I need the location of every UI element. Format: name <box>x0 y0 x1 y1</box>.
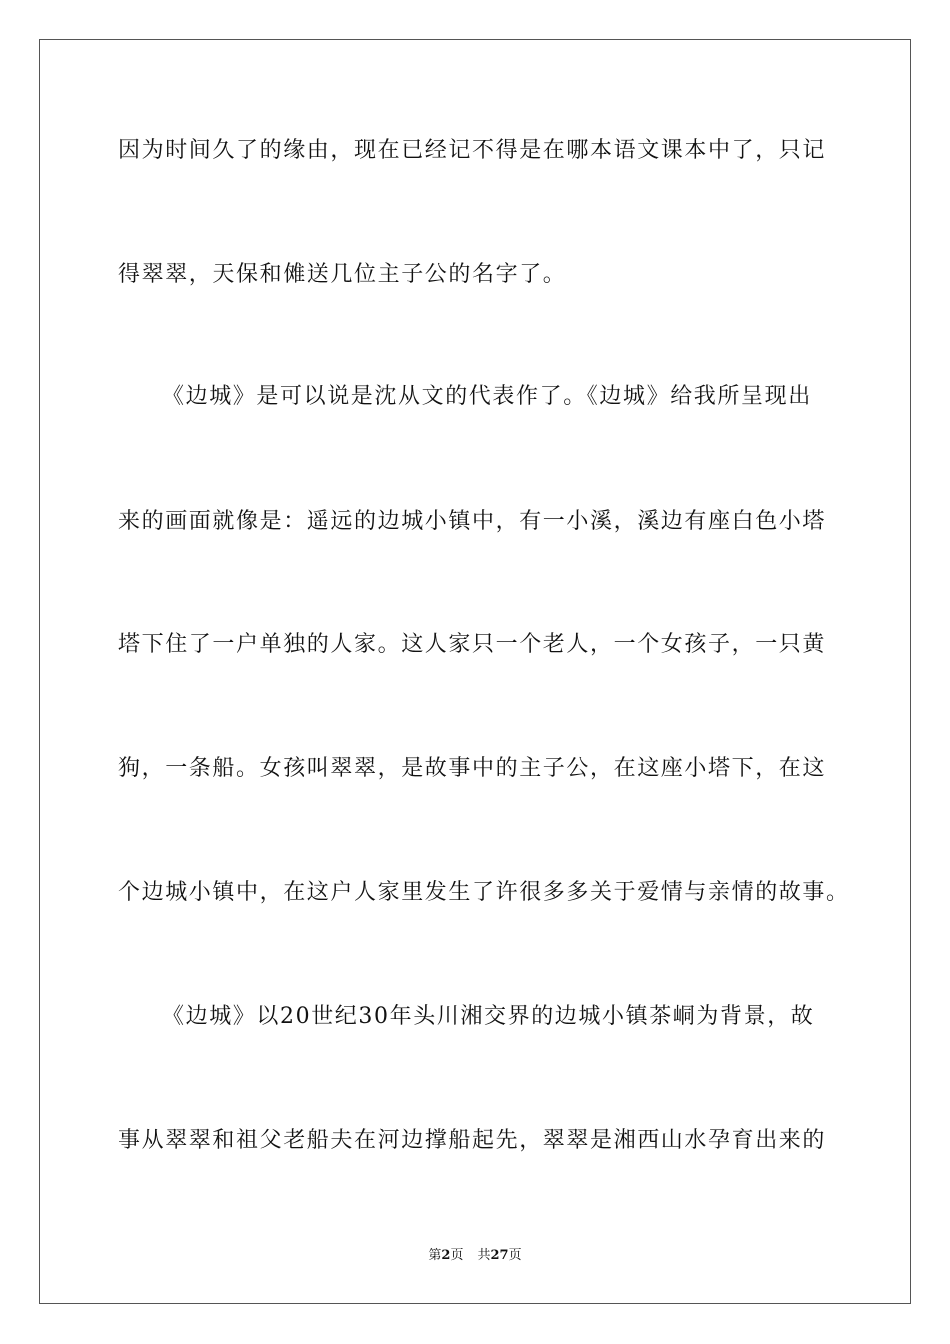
body-text-line: 《边城》是可以说是沈从文的代表作了。《边城》给我所呈现出 <box>162 384 812 409</box>
page-border <box>39 39 911 1304</box>
page-suffix: 页 <box>450 1248 464 1263</box>
body-text-line: 得翠翠，天保和傩送几位主子公的名字了。 <box>118 262 567 287</box>
body-text-line: 来的画面就像是：遥远的边城小镇中，有一小溪，溪边有座白色小塔 <box>118 509 827 534</box>
body-text-line: 塔下住了一户单独的人家。这人家只一个老人，一个女孩子，一只黄 <box>118 632 827 657</box>
total-prefix: 共 <box>477 1248 491 1263</box>
page-prefix: 第 <box>428 1248 442 1263</box>
total-pages: 27 <box>490 1248 509 1263</box>
body-text-line: 个边城小镇中，在这户人家里发生了许很多多关于爱情与亲情的故事。 <box>118 880 850 905</box>
page-number: 2 <box>441 1248 451 1263</box>
body-text-line: 事从翠翠和祖父老船夫在河边撑船起先，翠翠是湘西山水孕育出来的 <box>118 1128 827 1153</box>
page-footer <box>0 1246 950 1266</box>
body-text-line: 《边城》以20世纪30年头川湘交界的边城小镇茶峒为背景，故 <box>162 1004 815 1029</box>
body-text-line: 狗，一条船。女孩叫翠翠，是故事中的主子公，在这座小塔下，在这 <box>118 756 827 781</box>
body-text-line: 因为时间久了的缘由，现在已经记不得是在哪本语文课本中了，只记 <box>118 138 827 163</box>
total-suffix: 页 <box>508 1248 522 1263</box>
